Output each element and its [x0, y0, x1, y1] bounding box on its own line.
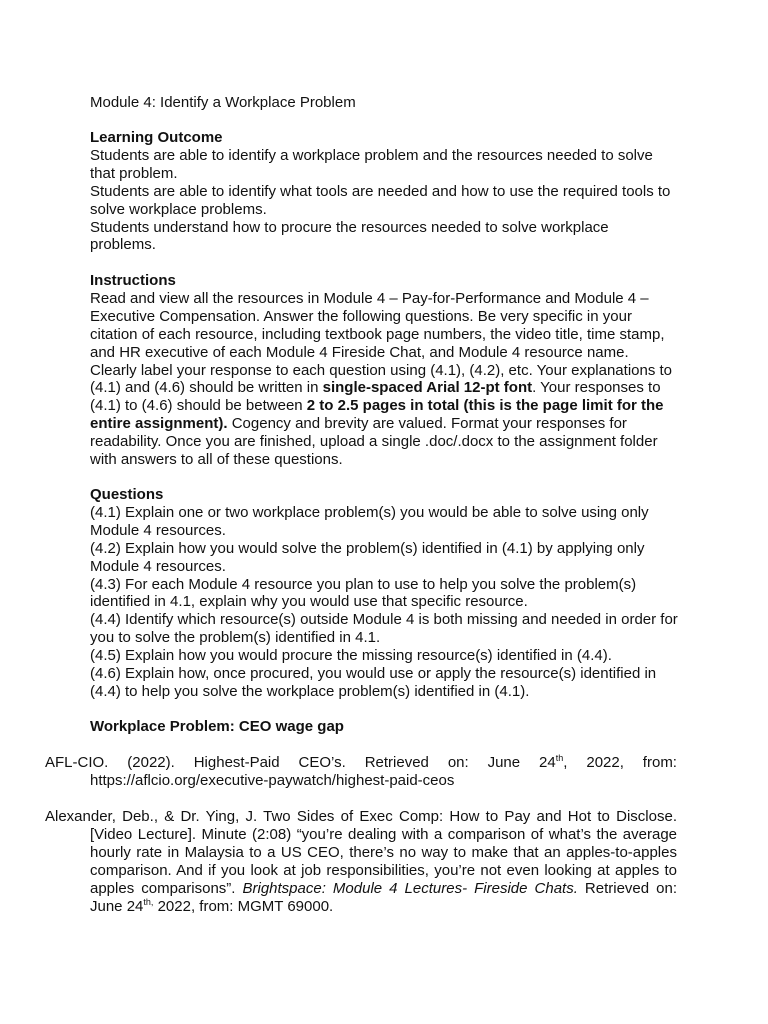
- instructions-text-part-3: Cogency and brevity are valued. Format your responses for readability. Once you are finished, upload a single .doc/.docx to the assignment folder with answers to all of these questions.: [90, 415, 658, 469]
- reference-alexander-ying: [45, 808, 677, 915]
- reference-aflcio-part-2: , 2022, from: https://aflcio.org/executive-paywatch/highest-paid-ceos: [90, 754, 677, 789]
- learning-outcome-heading: Learning Outcome: [90, 129, 223, 146]
- question-4-5: (4.5) Explain how you would procure the missing resource(s) identified in (4.4).: [90, 647, 612, 665]
- instructions-text-part-2: . Your responses to (4.1) to (4.6) should be between: [90, 379, 661, 415]
- learning-outcome-line-3: Students understand how to procure the resources needed to solve workplace problems.: [90, 218, 609, 254]
- instructions-section: [90, 272, 678, 469]
- document-title: Module 4: Identify a Workplace Problem: [90, 94, 356, 111]
- reference-aflcio: [45, 754, 677, 790]
- instructions-text-part-1: Read and view all the resources in Module 4 – Pay-for-Performance and Module 4 – Executive Compensation. Answer the following questions. Be very specific in your citation of each resource, including textbook page numbers, the video title, time stamp, and HR executive of each Module 4 Fireside Chat, and Module 4 resource name. Clearly label your response to each question using (4.1), (4.2), etc. Your explanations to (4.1) and (4.6) should be written in: [90, 289, 673, 397]
- reference-aflcio-part-1: AFL-CIO. (2022). Highest-Paid CEO’s. Retrieved on: June 24: [45, 754, 556, 771]
- workplace-problem-heading: Workplace Problem: CEO wage gap: [90, 718, 344, 735]
- questions-section: [90, 486, 678, 701]
- learning-outcome-section: [90, 129, 678, 254]
- instructions-heading: Instructions: [90, 272, 176, 289]
- reference-aflcio-superscript: th: [555, 753, 564, 763]
- learning-outcome-line-2: Students are able to identify what tools are needed and how to use the required tools to solve workplace problems.: [90, 182, 671, 218]
- questions-heading: Questions: [90, 486, 164, 503]
- question-4-3: (4.3) For each Module 4 resource you plan to use to help you solve the problem(s) identified in 4.1, explain why you would use that specific resource.: [90, 575, 637, 611]
- learning-outcome-line-1: Students are able to identify a workplace problem and the resources needed to solve that problem.: [90, 146, 653, 182]
- instructions-text: [90, 290, 678, 469]
- question-4-2: (4.2) Explain how you would solve the problem(s) identified in (4.1) by applying only Module 4 resources.: [90, 539, 645, 575]
- reference-alexander-part-3: 2022, from: MGMT 69000.: [153, 897, 334, 915]
- question-4-6: (4.6) Explain how, once procured, you would use or apply the resource(s) identified in (4.4) to help you solve the workplace problem(s) identified in (4.1).: [90, 665, 657, 700]
- question-4-4: (4.4) Identify which resource(s) outside Module 4 is both missing and needed in order for you to solve the problem(s) identified in 4.1.: [90, 611, 678, 647]
- reference-alexander-part-1: Alexander, Deb., & Dr. Ying, J. Two Sides of Exec Comp: How to Pay and Hot to Disclose. [Video Lecture]. Minute (2:08) “you’re dealing with a comparison of what’s the average hourly rate in Malaysia to a US CEO, there’s no way to make that an apples-to-apples comparison. And if you look at job responsibilities, you’re not even looking at apples to apples comparisons”.: [45, 808, 677, 897]
- instructions-font-requirement: single-spaced Arial 12-pt font: [322, 379, 533, 397]
- reference-alexander-source: Brightspace: Module 4 Lectures- Fireside Chats.: [242, 879, 578, 897]
- instructions-page-limit: 2 to 2.5 pages in total (this is the page limit for the entire assignment).: [90, 397, 664, 433]
- reference-alexander-part-2: Retrieved on: June 24: [90, 879, 678, 915]
- reference-alexander-superscript: th,: [143, 896, 154, 907]
- question-4-1: (4.1) Explain one or two workplace problem(s) you would be able to solve using only Module 4 resources.: [90, 503, 649, 539]
